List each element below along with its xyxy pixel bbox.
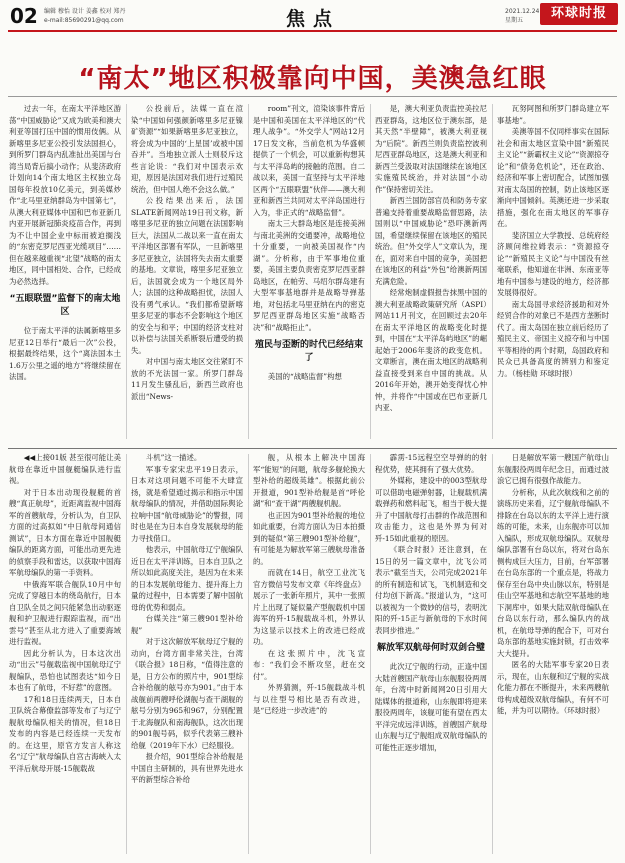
text-column <box>131 103 243 443</box>
article-divider <box>8 448 617 449</box>
paragraph: 分析称，从此次航线和之前的演练历史来看，辽宁舰航母编队不排除在台岛以东的太平洋上进行演练的可能，未来，山东舰亦可以加入编队，形成双航母编队。双航母编队部署有台岛以东，将对台岛东侧构成巨大压力，目前，台军部署在台岛东部的一个重点是，将战力保存至台岛中央山脉以东，特别是佳山空军基地和志航空军基地的地下洞库中，如果大陆双航母编队在台岛以东行动，那么编队内的战机，在航母导弹的配合下，可对台岛东部的基地实施封锁，打击效率大大提升。 <box>497 487 609 658</box>
paragraph: 中俄海军联合舰队10月中旬完成了穿越日本的绕岛航行，日本自卫队全员之间只能紧急出动驱逐舰和护卫舰进行跟踪监视，而“出雲号”甚至从北方进入了重要海域进行监视。 <box>9 579 121 646</box>
headline: “南太”地区积极靠向中国，美澳急红眼 <box>78 64 547 94</box>
paragraph: 17和18日连续两天，日本自卫队统合幕僚监部等发布了与辽宁舰航母编队相关的情况，但18日发布的内容是已经连续一天发布的。在这里，原官方发言人称这名“辽宁”航母编队自宫古海峡入太平洋后航母开展-15舰载战 <box>9 694 121 773</box>
paragraph: 因此分析认为，日本这次出动“出云”号舰载监视中国航母辽宁舰编队，恐怕也试图表达“如今日本也有了航母，不好惹”的意图。 <box>9 648 121 692</box>
paragraph: 对于这次解放军航母辽宁舰的动向，台湾方面非常关注，台湾《联合报》18日称，“值得注意的是，日方公布的照片中，901型综合补给舰的舷号亦为901。”由于本战舰前两艘呼伦湖舰与查干湖舰的舷号分别为965和967，分别配置于北海舰队和南海舰队，这次出现的901舰号码，似乎代表第三艘补给舰（2019年下水）已经服役。 <box>131 637 243 750</box>
subheading: 解放军双航母何时双剑合璧 <box>376 643 485 653</box>
text-column <box>9 452 121 857</box>
paragraph: 此次辽宁舰的行动，正逢中国大陆首艘国产航母山东舰服役两周年，台湾中时新闻网20日引用大陆媒体的报道称，山东舰即将迎来服役两周年，该舰可能有望在西太平洋完成远洋训练，首艘国产航母山东舰与辽宁舰组成双航母编队的可能性正逐步增加， <box>375 662 487 752</box>
headline-rule <box>8 96 617 97</box>
paragraph: 《联合时报》还注意到，在15日的另一篇文章中，沈飞公司表示“截至当天，公司完成2021年的所有制造和试飞，飞机制造和交付均创下新高。”报道认为，“这可以被视为一个微妙的信号，表明沈阳的歼-15正与新航母的下水时间表同步推进。” <box>375 545 487 635</box>
paragraph: 而就在14日，航空工业沈飞官方微信号发布文章《年终盘点》展示了一张新年照片，其中一张照片上出现了疑似量产型舰载机中国海军的歼-15舰载战斗机，外界认为这显示以技术上的改进已经成功。 <box>253 568 365 646</box>
newspaper-logo: 环球时报 <box>540 3 618 25</box>
column-separator <box>248 454 249 854</box>
paragraph: 他表示，中国航母辽宁舰编队近日在太平洋训练，日本自卫队之所以如此高度关注，是因为在未来的日本发展航母能力、提升海上力量的过程中，日本需要了解中国航母的优势和弱点。 <box>131 545 243 612</box>
column-separator <box>370 104 371 439</box>
column-separator <box>126 454 127 854</box>
editor-email: e-mail:85690291@qq.com <box>44 17 124 24</box>
text-column <box>375 103 487 443</box>
page-number: 02 <box>10 4 38 28</box>
paragraph: 瓦努阿图和所罗门群岛建立军事基地”。 <box>497 104 609 125</box>
column-separator <box>126 104 127 439</box>
paragraph: 外界猜测，歼-15舰载战斗机与以往型号相比是否有改进，是“已经进一步改进”的 <box>253 683 365 715</box>
paragraph: room”刊文，渲染该事件背后是中国和美国在太平洋地区的“代理人战争”。“外交学人”网站12月17日发文称，当前危机为华盛顿提供了一个机会，可以重新构想其与太平洋岛屿的接触的范围。自二战以来，美国一直坚持与太平洋地区两个“五眼联盟”伙伴——澳大利亚和新西兰共同对太平洋岛国进行入为，非正式的“战略监督”。 <box>253 104 365 217</box>
column-separator <box>492 104 493 439</box>
paragraph: 美国的“战略监督”构想 <box>267 372 342 381</box>
subheading: “五眼联盟”监督下的南太地区 <box>9 294 121 317</box>
paragraph: 新西兰国防部官员和防务专家普遍支持着重要战略监督思路，法国则以“中国威胁论”恐吓澳新两国，希望继续保留在该地区的殖民统治。但“外交学人”文章认为，现在，面对来自中国的竞争，美国把在该地区的利益“外包”给澳新两国充满危险。 <box>375 196 487 286</box>
paragraph: ◀◀上接01版 甚至很可能让美航母在靠近中国舰艇编队进行监视。 <box>9 453 121 485</box>
subheading: 殖民与歪断的时代已经结束了 <box>254 340 363 363</box>
paragraph: 对于日本出动现役舰艇的首艘“真正航母”，近距离监视中国海军的首艘航母，分析认为，自卫队方面的过高拟如“中日航母间通信测试”，日本方面在靠近中国舰艇编队的距离方面，可能出动更先进的侦察手段和雷达，以获取中国海军航母编队的第一手资料。 <box>9 487 121 577</box>
page-header <box>0 0 625 34</box>
editor-names: 编辑 穆怡 设计 姜鑫 校对 郑丹 <box>44 8 126 15</box>
paragraph: 经常炮制虚假报告抹黑中国的澳大利亚战略政策研究所（ASPI）网站11月刊文，在回顾过去20年在南太平洋地区的战略变化时提到，中国在“太平洋岛屿地区”的崛起始于2006年斐济的政变危机。文章断言，澳在南太地区的战略利益直接受到来自中国的挑战。从2016年开始，澳开始变得忧心忡忡，并将作“中国或在巴布亚新几内亚、 <box>375 288 487 412</box>
column-separator <box>370 454 371 854</box>
header-rule <box>8 30 617 32</box>
text-column <box>131 452 243 857</box>
paragraph: 斗机”这一描述。 <box>145 453 202 462</box>
paragraph: 位于南太平洋的法属新喀里多尼亚12日举行“最后一次”公投，根据最终结果，这个“离法国本土1.6万公里之遥的地方”将继续留在法国。 <box>9 326 121 381</box>
text-column <box>497 452 609 857</box>
paragraph: 军事专家宋忠平19日表示，日本对这项问题不可能不大肆宣扬，就是希望通过揭示和指示中国航母编队的情况，并借助国际舆论拉响中国“航母威胁论”的警报，同时也是在为日本自身发展航母的能力寻找借口。 <box>131 464 243 543</box>
paragraph: 是，澳大利亚负责监控美拉尼西亚群岛，这地区位于澳东部，是其天然“半壁障”，被澳大利亚视为“后院”。新西兰则负责监控波利尼西亚群岛地区，这是澳大利亚和新西兰受汲取对法国继续在该地区实施殖民统治，并对法国“小动作”保持密切关注。 <box>375 104 487 194</box>
paragraph: 美澳等国不仅同样事实在国际社会和南太地区宣染中国“新殖民主义论”“新霸权主义论”“资源掠夺论”和“债务危机论”，还在政治、经济和军事上密切配合，试图加强对南太岛国的控制，防止该地区逐渐向中国倾斜。英澳还进一步采取措施，强化在南太地区的军事存在。 <box>497 127 609 228</box>
paragraph: 报介绍，901型综合补给舰是中国自主研制的，具有世界先进水平的新型综合补给 <box>131 752 243 784</box>
paragraph: 霹雳-15远程空空导弹的的射程优势，使其拥有了强大优势。 <box>375 453 487 474</box>
text-column <box>253 452 365 857</box>
paragraph: 公投前后，法媒一直在渲染“中国如何强颜新喀里多尼亚镍矿资源”“如果新喀里多尼亚独立，将会成为中国的‘上星国’或被中国吞并”。当地独立派人士则驳斥这些言论说：“我们对中国表示欢迎，原因是法国对我们进行过殖民统治，但中国人绝不会这么做。” <box>131 104 243 194</box>
section-title: 焦点 <box>286 8 341 30</box>
text-column <box>497 103 609 443</box>
paragraph: 在这张照片中，沈飞宣布：“我们会不断攻坚，赶在交付”。 <box>253 648 365 681</box>
column-separator <box>492 454 493 854</box>
paragraph: 斐济国立大学教授、总统府经济顾问维拉姆表示：“资源掠夺论”“新殖民主义论”与中国没有丝毫联系，他知道在非洲、东南亚等地有中国参与建设的地方，经济都发展得很好。 <box>497 230 609 297</box>
paragraph: 公投结果出来后，法国SLATE新闻网站19日刊文称，新喀里多尼亚的独立问题在法国影响巨大，法国从二战以来一直在南太平洋地区部署有军队，一旦新喀里多尼亚独立，法国将失去南太重要的基地。文章说，喀里多尼亚独立后，法国就会成为一个地区局外人；法国的这种战略担忧，法国人没有勇气承认。“我们都希望新喀里多尼亚的事态不会影响这个地区的安全与和平；中国的经济支柱对以补偿与法国关系断裂后遭受的损失。 <box>131 196 243 355</box>
text-column <box>375 452 487 857</box>
paragraph: 匿名的大陆军事专家20日表示，现在，山东舰和辽宁舰的实战化能力都在不断提升，未来两艘航母构成超级双航母编队，有何不可能，并为可以期待。（环球时报） <box>497 660 609 715</box>
paragraph: 外媒称，建设中的003型航母可以借助电磁弹射器，让舰载机满载弹药和燃料起飞，相当于极大提升了中国航母打击群的作战范围和攻击能力，这也是外界为何对歼-15如此重视的原因。 <box>375 476 487 543</box>
date-text: 2021.12.24 <box>505 8 540 15</box>
issue-date <box>505 7 539 25</box>
paragraph: 舰，从根本上解决中国海军“能短”的问题，航母多舰轮换大型补给的超级英雄”。根据此前公开报道，901型补给舰是首“呼伦湖”和“查干湖”两艘舰机舰。 <box>253 453 365 508</box>
text-column <box>253 103 365 443</box>
paragraph: 也正因为901型补给舰的地位如此重要，台湾方面认为日本拍摄到的疑似“第三艘901型补给舰”，有可能是为解放军第三艘航母准备的。 <box>253 510 365 566</box>
weekday-text: 星期五 <box>505 17 524 24</box>
editor-credits <box>44 7 126 25</box>
paragraph: 对中国与南太地区交往紧盯不放的不光法国一家。所罗门群岛11月发生骚乱后，新西兰政府也派出“News- <box>131 357 243 401</box>
column-separator <box>248 104 249 439</box>
text-column <box>9 103 121 443</box>
paragraph: 日是解放军第一艘国产航母山东舰服役两周年纪念日，而通过波浪它已拥有很强作战能力。 <box>497 453 609 485</box>
paragraph: 南太岛国寻求经济援助和对外经贸合作的对象已不是西方垄断时代了。南太岛国在独立前后经历了殖民主义、帝国主义掠夺和与中国平等相待的两个时期，岛国政府和民众已具备高度的辨别力和鉴定力。（杨桂勋 环球时报） <box>497 299 609 378</box>
paragraph: 过去一年，在南太平洋地区游荡“中国威胁论”又成为欧美和澳大利亚等国打压中国的惯用伎俩。从新喀里多尼亚公投引发法国担心，到所罗门群岛内乱准扯出美国与台湾当局背后搞小动作；从斐济政府计划向14个南太地区主权独立岛国每年投放10亿美元，到美媒炒作“北马里亚纳群岛为中国第七”，从澳大利亚媒体中国和巴布亚新几内亚开展新冠肺炎疫苗合作，再到为不让中国企业中标而被迫搁浅的“东密克罗尼西亚光缆项目”……但在越来越重视“北望”战略的南太地区，同中国相处、合作，已经成为必然选择。 <box>9 104 121 286</box>
paragraph: 南太三大群岛地区是连接美洲与南北美洲的交通要冲，战略地位十分重要，一向被美国视作“内湖”。分析称，由于军事地位重要，美国主要负责密克罗尼西亚群岛地区，在帕劳、马绍尔群岛建有大型军事基地群并是战略导弹基地，对包括北马里亚纳在内的密克罗尼西亚群岛地区实施“战略否决”和“战略拒止”。 <box>253 219 365 332</box>
paragraph: 台媒关注“第三艘901型补给舰” <box>131 614 243 635</box>
